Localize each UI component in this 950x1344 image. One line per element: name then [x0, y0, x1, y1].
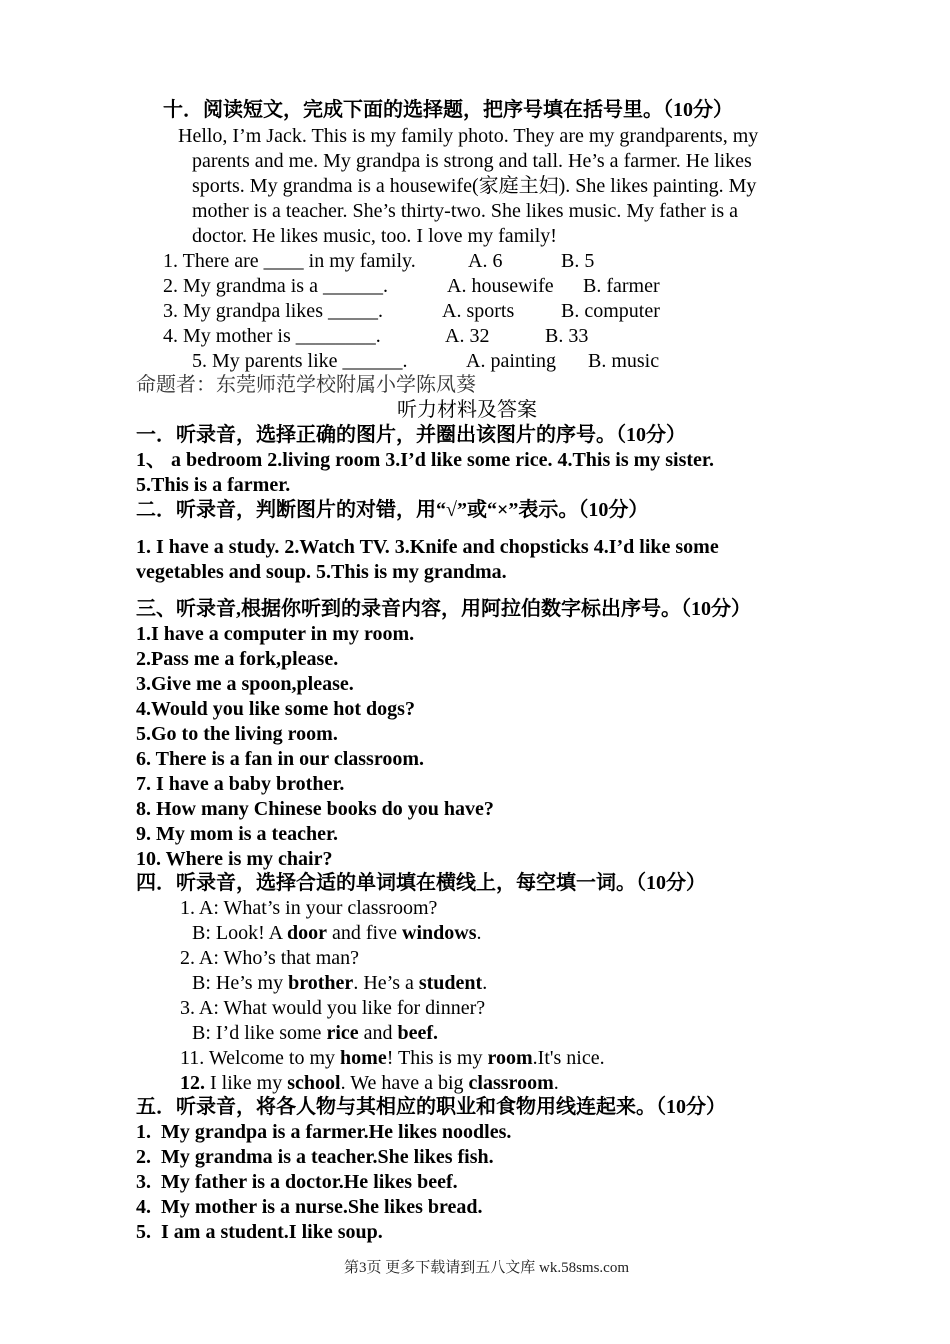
- section1-line: 5.This is a farmer.: [136, 474, 291, 496]
- section3-item: 8. How many Chinese books do you have?: [136, 798, 494, 820]
- section3-heading: 三、听录音,根据你听到的录音内容，用阿拉伯数字标出序号。（10分）: [136, 598, 751, 620]
- section3-item: 7. I have a baby brother.: [136, 773, 345, 795]
- question: 1. There are ____ in my family.: [163, 250, 416, 272]
- section2-line: 1. I have a study. 2.Watch TV. 3.Knife and chopsticks 4.I’d like some: [136, 536, 719, 558]
- dialog-line: 2. A: Who’s that man?: [180, 947, 360, 969]
- section1-heading: 一．听录音，选择正确的图片，并圈出该图片的序号。（10分）: [136, 424, 686, 446]
- section2-heading: 二．听录音，判断图片的对错，用“√”或“×”表示。（10分）: [136, 499, 649, 521]
- question: 2. My grandma is a ______.: [163, 275, 388, 297]
- section4-heading: 四．听录音，选择合适的单词填在横线上，每空填一词。（10分）: [136, 872, 706, 894]
- option-a: A. painting: [466, 350, 556, 372]
- passage-line: doctor. He likes music, too. I love my family!: [192, 225, 557, 247]
- reading-heading: 十．阅读短文，完成下面的选择题，把序号填在括号里。（10分）: [163, 99, 733, 121]
- passage-line: sports. My grandma is a housewife(家庭主妇). She likes painting. My: [192, 175, 757, 197]
- option-b: B. 33: [545, 325, 589, 347]
- dialog-line: 12. I like my school. We have a big classroom.: [180, 1072, 559, 1094]
- answers-title: 听力材料及答案: [397, 399, 537, 421]
- section3-item: 4.Would you like some hot dogs?: [136, 698, 415, 720]
- section5-item: 5. I am a student.I like soup.: [136, 1221, 383, 1243]
- option-b: B. 5: [561, 250, 595, 272]
- passage-line: Hello, I’m Jack. This is my family photo. They are my grandparents, my: [178, 125, 759, 147]
- option-a: A. housewife: [447, 275, 554, 297]
- dialog-line: 3. A: What would you like for dinner?: [180, 997, 486, 1019]
- dialog-line: B: I’d like some rice and beef.: [192, 1022, 439, 1044]
- option-a: A. sports: [442, 300, 515, 322]
- section5-heading: 五．听录音，将各人物与其相应的职业和食物用线连起来。（10分）: [136, 1096, 726, 1118]
- dialog-line: 1. A: What’s in your classroom?: [180, 897, 438, 919]
- passage-line: mother is a teacher. She’s thirty-two. She likes music. My father is a: [192, 200, 738, 222]
- section5-item: 1. My grandpa is a farmer.He likes noodles.: [136, 1121, 512, 1143]
- option-a: A. 6: [468, 250, 503, 272]
- section3-item: 1.I have a computer in my room.: [136, 623, 415, 645]
- section5-item: 4. My mother is a nurse.She likes bread.: [136, 1196, 483, 1218]
- section3-item: 6. There is a fan in our classroom.: [136, 748, 424, 770]
- dialog-line: B: Look! A door and five windows.: [192, 922, 482, 944]
- question: 4. My mother is ________.: [163, 325, 381, 347]
- section3-item: 3.Give me a spoon,please.: [136, 673, 354, 695]
- page-footer: 第3页 更多下载请到五八文库 wk.58sms.com: [344, 1260, 630, 1276]
- question: 3. My grandpa likes _____.: [163, 300, 383, 322]
- passage-line: parents and me. My grandpa is strong and tall. He’s a farmer. He likes: [192, 150, 752, 172]
- option-b: B. music: [588, 350, 660, 372]
- author-line: 命题者：东莞师范学校附属小学陈凤葵: [136, 374, 476, 396]
- question: 5. My parents like ______.: [192, 350, 408, 372]
- option-b: B. farmer: [583, 275, 660, 297]
- section3-item: 10. Where is my chair?: [136, 848, 333, 870]
- section3-item: 5.Go to the living room.: [136, 723, 338, 745]
- section2-line: vegetables and soup. 5.This is my grandma.: [136, 561, 507, 583]
- dialog-line: 11. Welcome to my home! This is my room.It's nice.: [180, 1047, 605, 1069]
- section5-item: 2. My grandma is a teacher.She likes fish.: [136, 1146, 494, 1168]
- section1-line: 1、 a bedroom 2.living room 3.I’d like some rice. 4.This is my sister.: [136, 449, 714, 471]
- section3-item: 9. My mom is a teacher.: [136, 823, 338, 845]
- section3-item: 2.Pass me a fork,please.: [136, 648, 339, 670]
- dialog-line: B: He’s my brother. He’s a student.: [192, 972, 488, 994]
- option-a: A. 32: [445, 325, 490, 347]
- section5-item: 3. My father is a doctor.He likes beef.: [136, 1171, 458, 1193]
- option-b: B. computer: [561, 300, 660, 322]
